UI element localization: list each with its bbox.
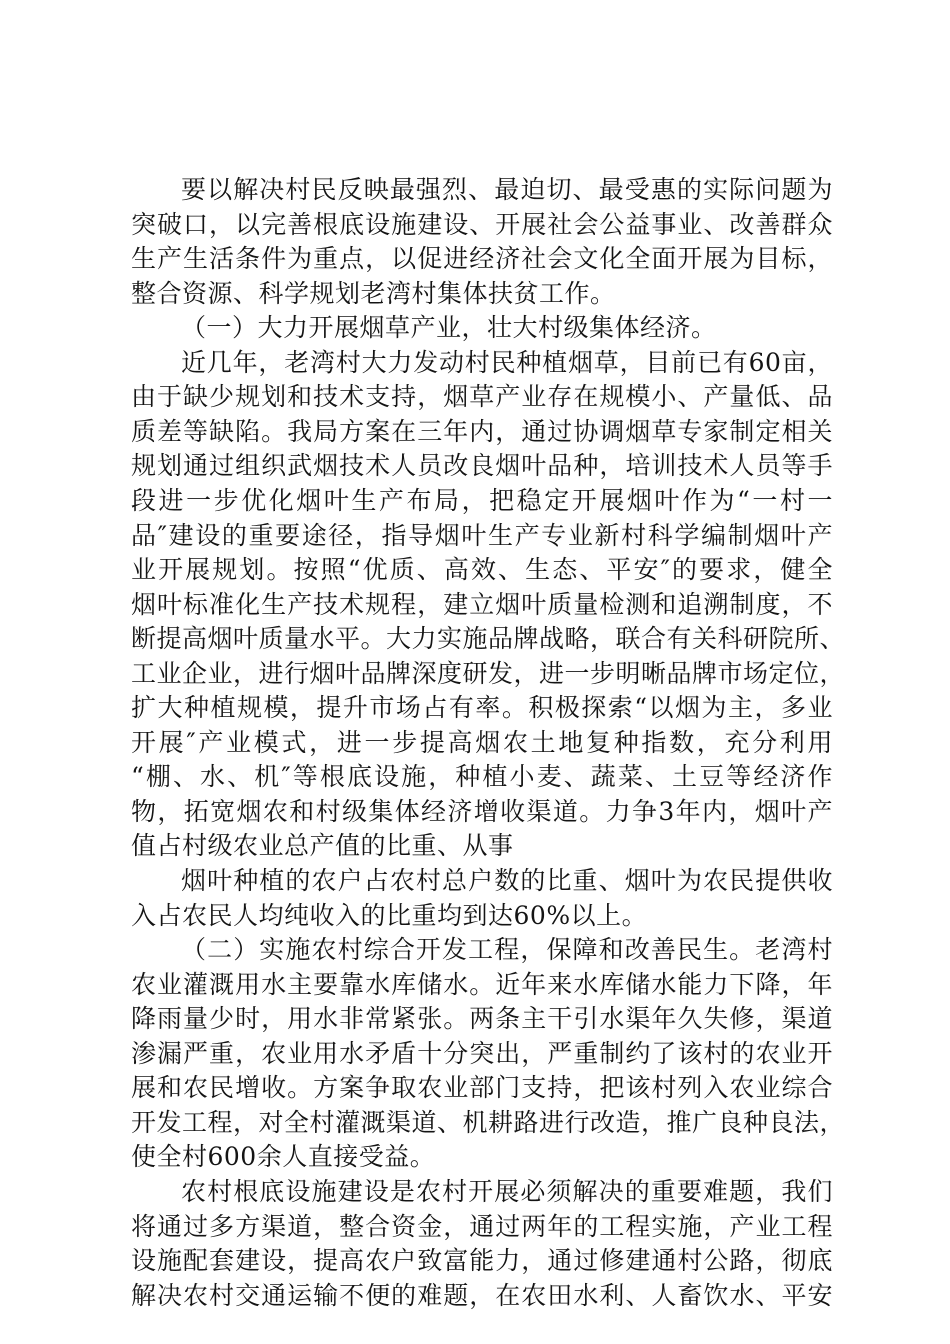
text-line: 农业灌溉用水主要靠水库储水。近年来水库储水能力下降，年 bbox=[131, 970, 833, 999]
text-line: 业开展规划。按照“优质、高效、生态、平安″的要求，健全 bbox=[131, 555, 833, 584]
text-line: 整合资源、科学规划老湾村集体扶贫工作。 bbox=[131, 279, 616, 308]
text-line: 物，拓宽烟农和村级集体经济增收渠道。力争3年内，烟叶产 bbox=[131, 797, 833, 826]
text-line: “棚、水、机″等根底设施，种植小麦、蔬菜、土豆等经济作 bbox=[131, 762, 833, 791]
text-line: 生产生活条件为重点，以促进经济社会文化全面开展为目标， bbox=[131, 244, 833, 273]
text-line: 烟叶标准化生产技术规程，建立烟叶质量检测和追溯制度，不 bbox=[131, 590, 833, 619]
text-line: 近几年，老湾村大力发动村民种植烟草，目前已有60亩， bbox=[181, 348, 833, 377]
text-line: 降雨量少时，用水非常紧张。两条主干引水渠年久失修，渠道 bbox=[131, 1004, 833, 1033]
text-line: 使全村600余人直接受益。 bbox=[131, 1142, 436, 1171]
text-line: 解决农村交通运输不便的难题，在农田水利、人畜饮水、平安 bbox=[131, 1281, 833, 1310]
text-line: （一）大力开展烟草产业，壮大村级集体经济。 bbox=[181, 313, 717, 342]
text-line: 断提高烟叶质量水平。大力实施品牌战略，联合有关科研院所、 bbox=[131, 624, 846, 653]
text-line: 突破口，以完善根底设施建设、开展社会公益事业、改善群众 bbox=[131, 210, 833, 239]
text-line: （二）实施农村综合开发工程，保障和改善民生。老湾村 bbox=[181, 935, 833, 964]
text-line: 扩大种植规模，提升市场占有率。积极探索“以烟为主，多业 bbox=[131, 693, 833, 722]
text-line: 设施配套建设，提高农户致富能力，通过修建通村公路，彻底 bbox=[131, 1246, 833, 1275]
text-line: 开发工程，对全村灌溉渠道、机耕路进行改造，推广良种良法， bbox=[131, 1108, 846, 1137]
text-line: 质差等缺陷。我局方案在三年内，通过协调烟草专家制定相关 bbox=[131, 417, 833, 446]
text-line: 值占村级农业总产值的比重、从事 bbox=[131, 831, 514, 860]
text-line: 展和农民增收。方案争取农业部门支持，把该村列入农业综合 bbox=[131, 1073, 833, 1102]
text-line: 烟叶种植的农户占农村总户数的比重、烟叶为农民提供收 bbox=[181, 866, 833, 895]
text-line: 品″建设的重要途径，指导烟叶生产专业新村科学编制烟叶产 bbox=[131, 521, 833, 550]
text-line: 要以解决村民反映最强烈、最迫切、最受惠的实际问题为 bbox=[181, 175, 833, 204]
text-line: 开展″产业模式，进一步提高烟农土地复种指数，充分利用 bbox=[131, 728, 833, 757]
text-line: 渗漏严重，农业用水矛盾十分突出，严重制约了该村的农业开 bbox=[131, 1039, 833, 1068]
text-line: 将通过多方渠道，整合资金，通过两年的工程实施，产业工程 bbox=[131, 1212, 833, 1241]
text-line: 规划通过组织武烟技术人员改良烟叶品种，培训技术人员等手 bbox=[131, 451, 833, 480]
text-line: 农村根底设施建设是农村开展必须解决的重要难题，我们 bbox=[181, 1177, 833, 1206]
text-line: 由于缺少规划和技术支持，烟草产业存在规模小、产量低、品 bbox=[131, 382, 833, 411]
text-line: 入占农民人均纯收入的比重均到达60%以上。 bbox=[131, 901, 648, 930]
text-line: 工业企业，进行烟叶品牌深度研发，进一步明晰品牌市场定位， bbox=[131, 659, 846, 688]
text-line: 段进一步优化烟叶生产布局，把稳定开展烟叶作为“一村一 bbox=[131, 486, 833, 515]
